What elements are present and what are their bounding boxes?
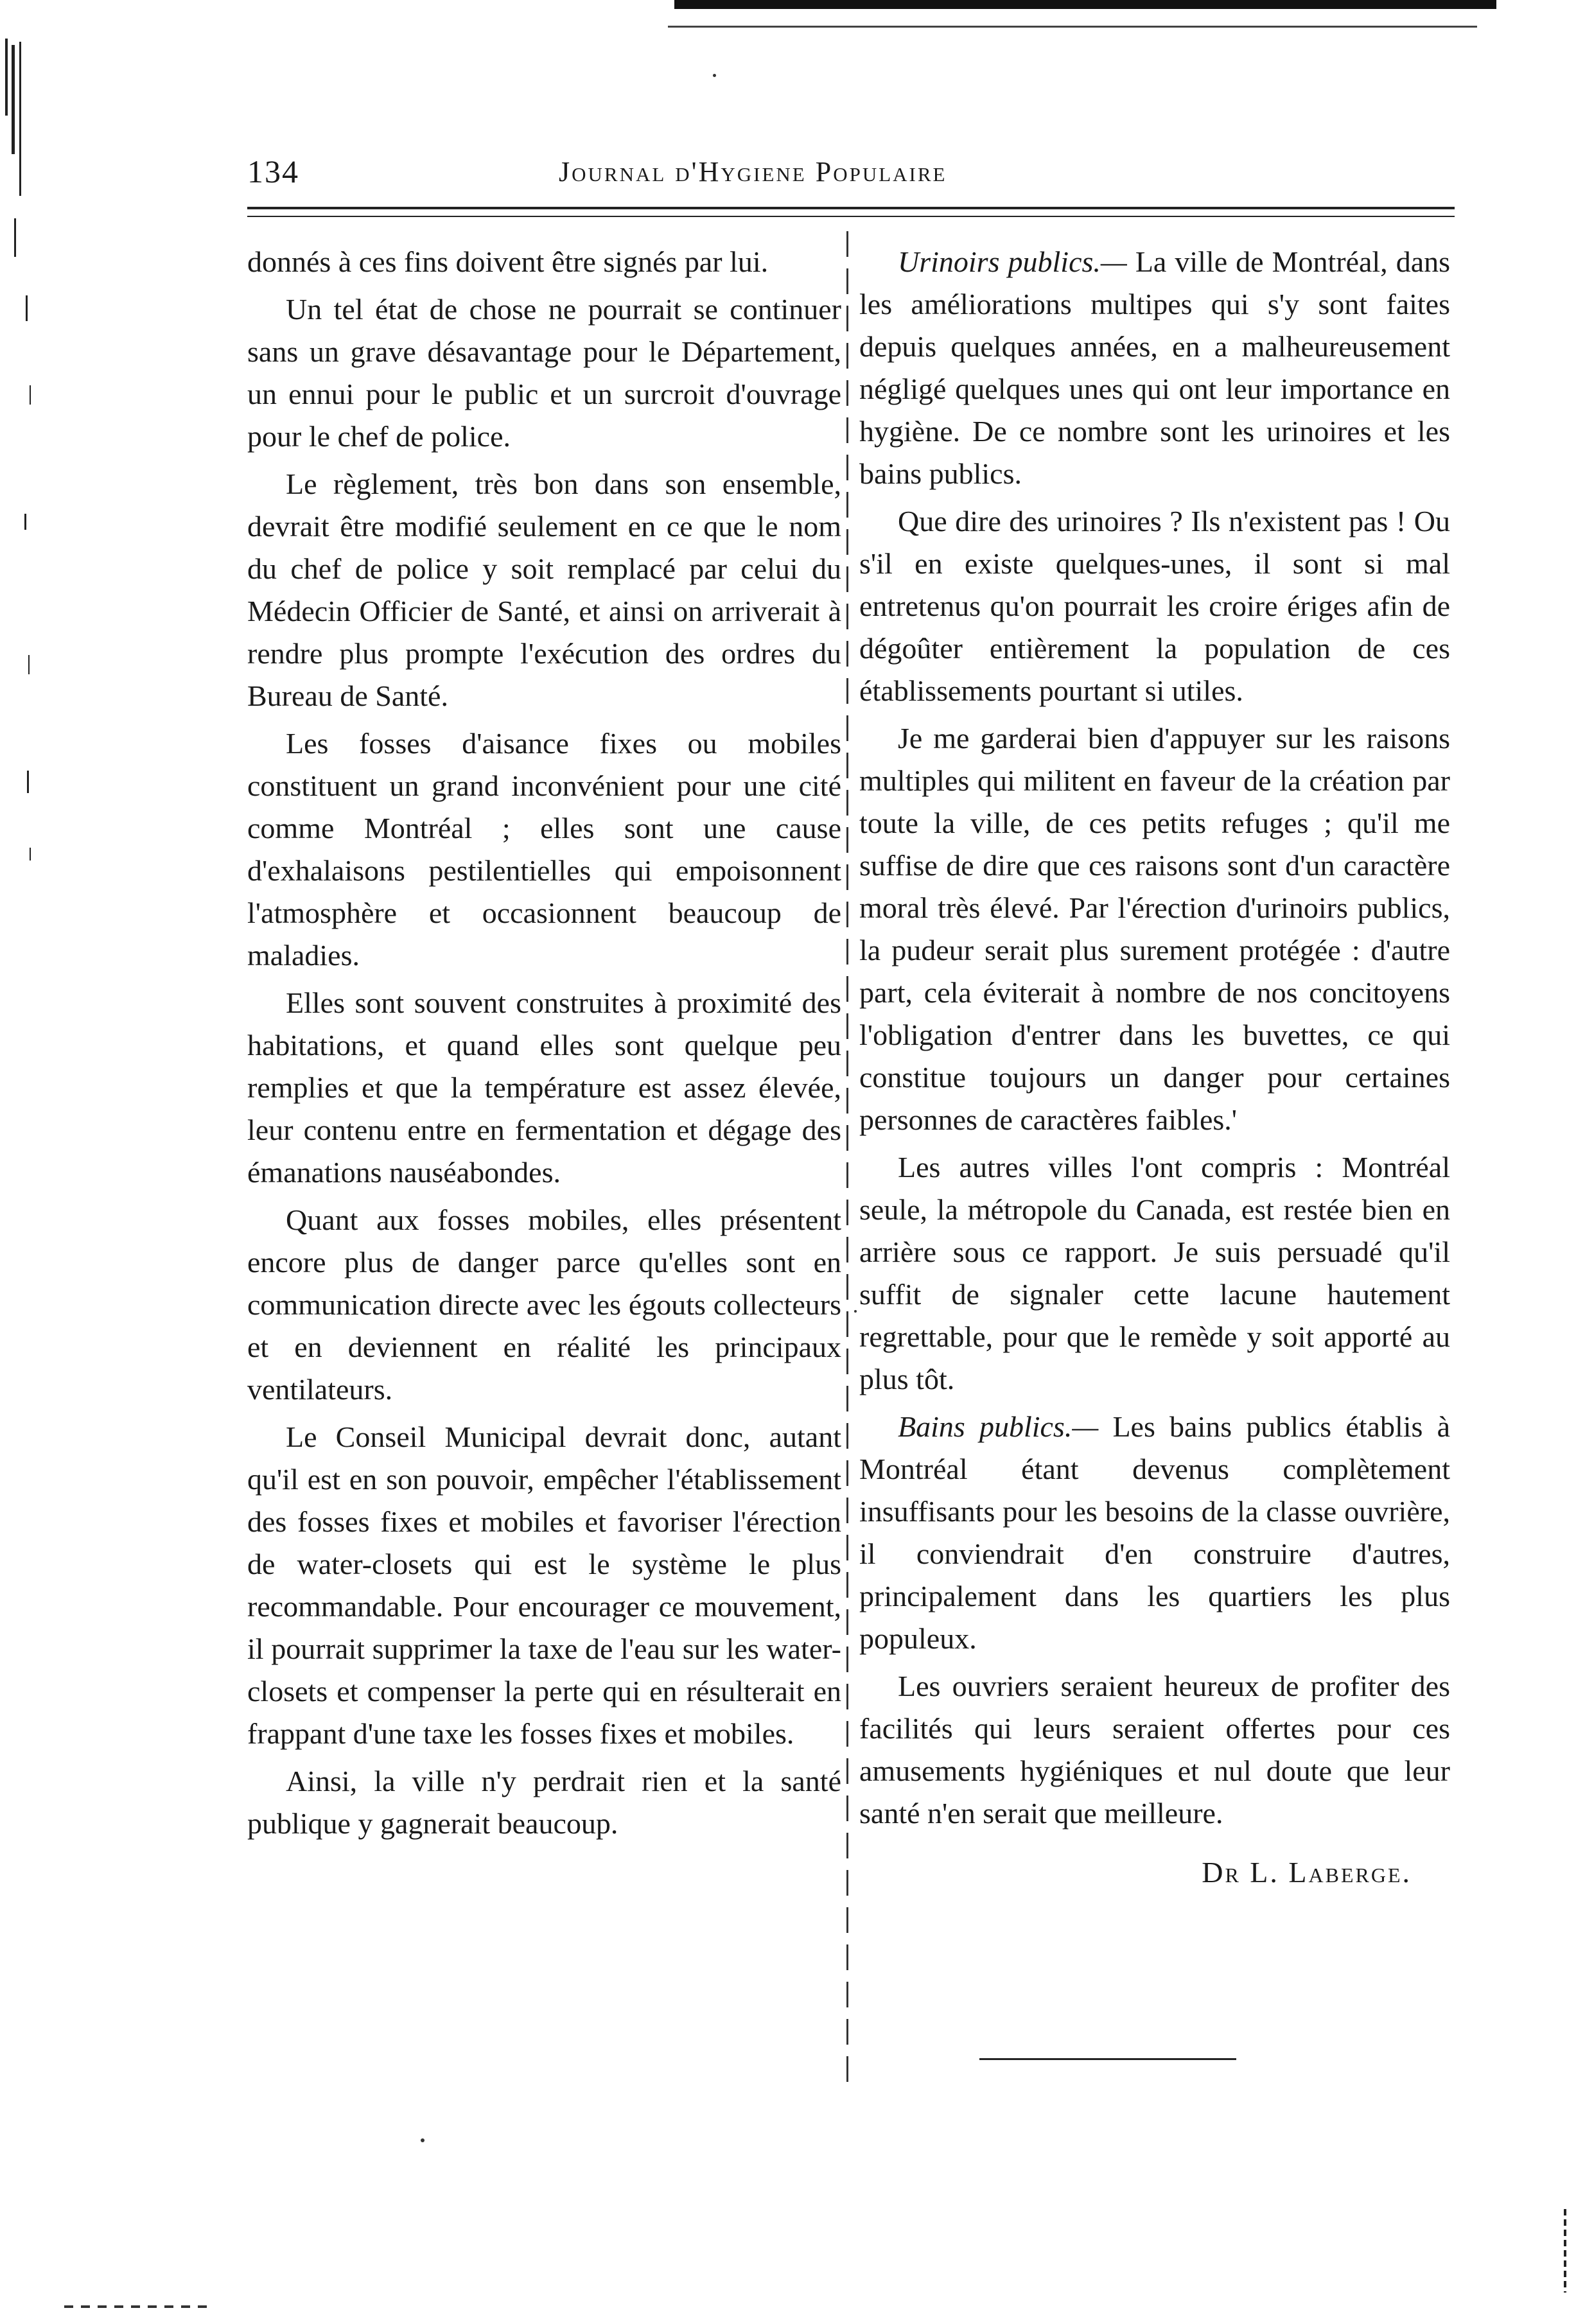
author-signature: Dr L. Laberge. [1202, 1856, 1412, 1889]
article-end-rule [979, 2058, 1236, 2060]
left-paragraph: Elles sont souvent construites à proximité des habitations, et quand elles sont quelque peu remplies et que la température est assez élevée, leur contenu entre en fermentation et dégage des émanations nauséabondes. [247, 986, 841, 1189]
page-number: 134 [247, 153, 299, 189]
left-paragraph: Un tel état de chose ne pourrait se continuer sans un grave désavantage pour le Département, un ennui pour le public et un surcroit d'ouvrage pour le chef de police. [247, 293, 841, 453]
scan-speck [854, 1310, 857, 1313]
header-rule-thick [247, 207, 1455, 209]
bottom-scan-marks [64, 2305, 212, 2308]
page-header [247, 153, 1455, 198]
bains-text: Les bains publics établis à Montréal étant devenus complètement insuffisants pour les besoins de la classe ouvrière, il conviendrait d'en construire d'autres, principalement dans les quartiers les plus populeux. [859, 1410, 1451, 1655]
right-column [859, 241, 1450, 1899]
binding-scan-marks [0, 26, 45, 989]
urinoirs-paragraph [859, 241, 1450, 495]
bains-heading: Bains publics.— [898, 1410, 1099, 1443]
urinoirs-heading: Urinoirs publics.— [898, 245, 1127, 278]
bains-paragraph [859, 1406, 1450, 1660]
scan-speck [713, 74, 716, 77]
right-paragraph: Les autres villes l'ont compris : Montréal seule, la métropole du Canada, est restée bien en arrière sous ce rapport. Je suis persuadé qu'il suffit de signaler cette lacune hautement regrettable, pour que le remède y soit apporté au plus tôt. [859, 1151, 1450, 1395]
running-title: Journal d'Hygiene Populaire [559, 156, 947, 188]
left-paragraph: Le règlement, très bon dans son ensemble, devrait être modifié seulement en ce que le nom du chef de police y soit remplacé par celui du Médecin Officier de Santé, et ainsi on arriverait à rendre plus prompte l'exécution des ordres du Bureau de Santé. [247, 467, 841, 712]
column-divider [846, 231, 848, 2093]
left-paragraph: Les fosses d'aisance fixes ou mobiles constituent un grand inconvénient pour une cité comme Montréal ; elles sont une cause d'exhalaisons pestilentielles qui empoisonnent l'atmosphère et occasionnent beaucoup de maladies. [247, 727, 841, 972]
header-rule-thin [247, 216, 1455, 217]
scan-speck [421, 2138, 425, 2142]
left-paragraph: Quant aux fosses mobiles, elles présentent encore plus de danger parce qu'elles sont en communication directe avec les égouts collecteurs et en deviennent en réalité les principaux ventilateurs. [247, 1203, 841, 1406]
right-paragraph: Les ouvriers seraient heureux de profiter des facilités qui leurs seraient offertes pour ces amusements hygiéniques et nul doute que leur santé n'en serait que meilleure. [859, 1670, 1450, 1830]
right-paragraph: Que dire des urinoires ? Ils n'existent pas ! Ou s'il en existe quelques-unes, il sont si mal entretenus qu'on pourrait les croire ériges afin de dégoûter entièrement la population de ces établissements pourtant si utiles. [859, 505, 1450, 707]
left-paragraph: Le Conseil Municipal devrait donc, autant qu'il est en son pouvoir, empêcher l'établissement des fosses fixes et mobiles et favoriser l'érection de water-closets qui est le système le plus recommandable. Pour encourager ce mouvement, il pourrait supprimer la taxe de l'eau sur les water-closets et compenser la perte qui en résulterait en frappant d'une taxe les fosses fixes et mobiles. [247, 1420, 841, 1750]
left-paragraph: Ainsi, la ville n'y perdrait rien et la santé publique y gagnerait beaucoup. [247, 1765, 841, 1840]
urinoirs-text: La ville de Montréal, dans les améliorations multipes qui s'y sont faites depuis quelques années, en a malheureusement négligé quelques unes qui ont leur importance en hygiène. De ce nombre sont les urinoires et les bains publics. [859, 245, 1451, 490]
top-thin-rule [668, 26, 1477, 28]
top-edge-rule [674, 0, 1496, 9]
right-edge-scan-mark [1564, 2209, 1566, 2293]
left-column [247, 241, 841, 1850]
right-paragraph: Je me garderai bien d'appuyer sur les raisons multiples qui militent en faveur de la création par toute la ville, de ces petits refuges ; qu'il me suffise de dire que ces raisons sont d'un caractère moral très élevé. Par l'érection d'urinoirs publics, la pudeur serait plus surement protégée : d'autre part, cela éviterait à nombre de nos concitoyens l'obligation d'entrer dans les buvettes, ce qui constitue toujours un danger pour certaines personnes de caractères faibles.' [859, 722, 1450, 1136]
left-paragraph: donnés à ces fins doivent être signés par lui. [247, 245, 769, 278]
